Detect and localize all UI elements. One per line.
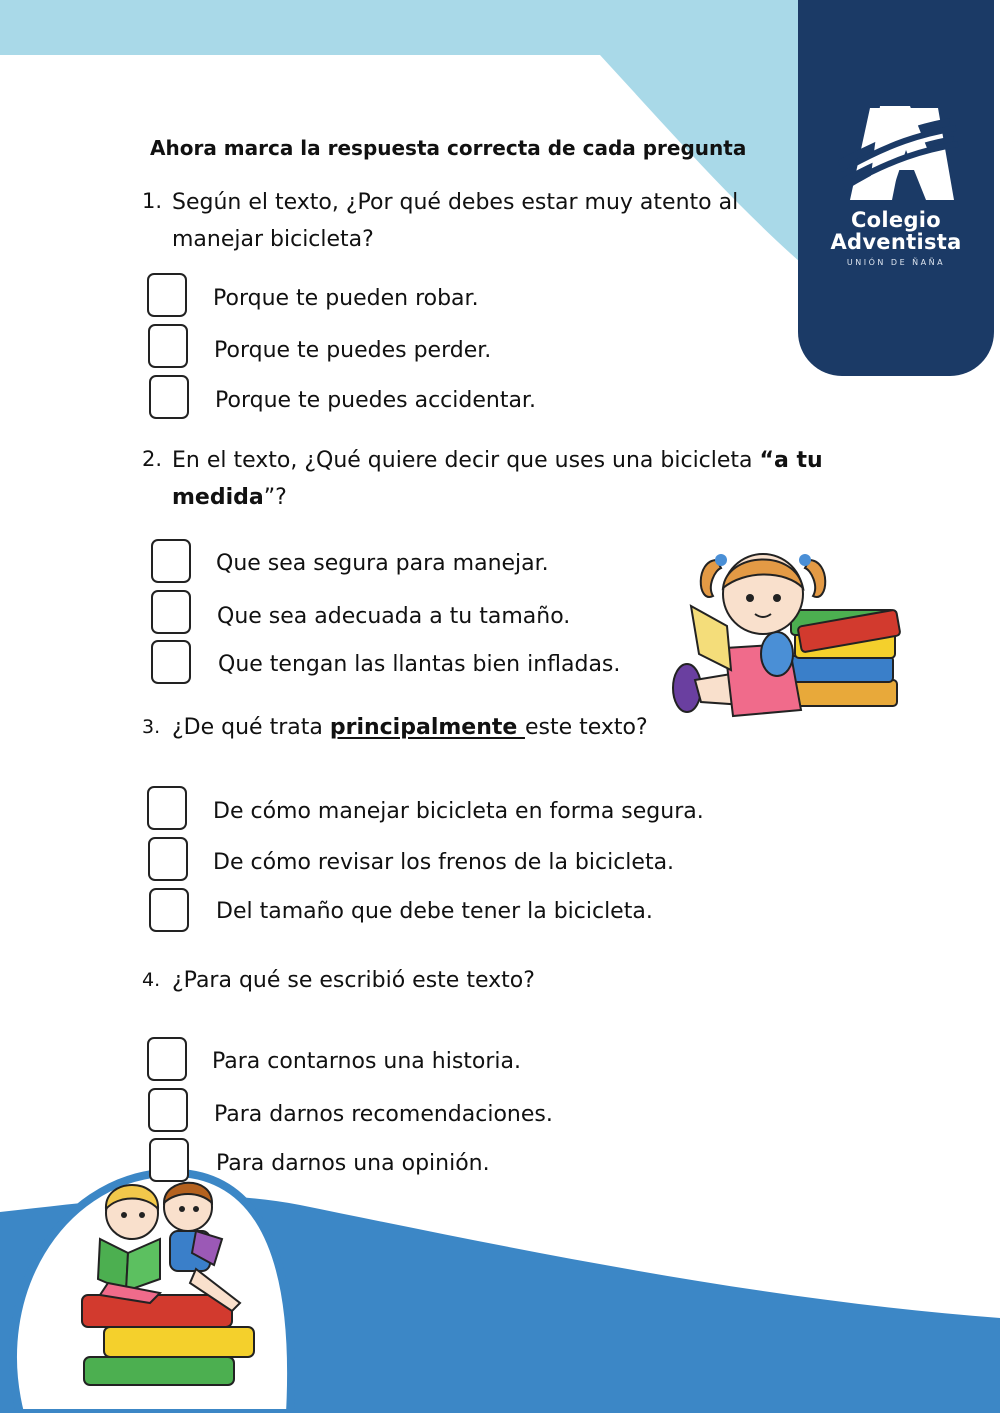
question-1-option-1-label: Porque te pueden robar. bbox=[213, 286, 479, 311]
question-2-bold-2: medida bbox=[172, 485, 264, 510]
logo-line-2: Adventista bbox=[830, 230, 962, 254]
question-1-option-3-checkbox[interactable] bbox=[149, 375, 189, 419]
question-1-line-1: Según el texto, ¿Por qué debes estar muy atento al bbox=[172, 190, 739, 215]
question-3-option-2-label: De cómo revisar los frenos de la bicicleta. bbox=[213, 850, 675, 875]
question-1-option-2-checkbox[interactable] bbox=[148, 324, 188, 368]
question-4-option-2-checkbox[interactable] bbox=[148, 1088, 188, 1132]
question-4-text: ¿Para qué se escribió este texto? bbox=[172, 968, 535, 993]
question-1-option-2-label: Porque te puedes perder. bbox=[214, 338, 492, 363]
question-2-option-2-label: Que sea adecuada a tu tamaño. bbox=[217, 604, 571, 629]
question-4-number: 4. bbox=[142, 969, 161, 991]
question-3-option-2-checkbox[interactable] bbox=[148, 837, 188, 881]
question-4-option-1-checkbox[interactable] bbox=[147, 1037, 187, 1081]
question-2-text bbox=[172, 442, 823, 516]
question-1-option-3-label: Porque te puedes accidentar. bbox=[215, 388, 536, 413]
logo-line-3: UNIÓN DE ÑAÑA bbox=[846, 258, 946, 267]
question-1-option-1-checkbox[interactable] bbox=[147, 273, 187, 317]
question-3-option-3-checkbox[interactable] bbox=[149, 888, 189, 932]
question-2-option-3-label: Que tengan las llantas bien infladas. bbox=[218, 652, 621, 677]
question-2-number: 2. bbox=[142, 447, 163, 471]
question-3-pre: ¿De qué trata bbox=[172, 715, 330, 740]
question-4-option-2-label: Para darnos recomendaciones. bbox=[214, 1102, 553, 1127]
question-3-text bbox=[172, 709, 648, 746]
school-logo-panel bbox=[798, 0, 994, 376]
question-2-bold-1: “a tu bbox=[759, 448, 823, 473]
question-2-option-1-label: Que sea segura para manejar. bbox=[216, 551, 549, 576]
question-2-option-3-checkbox[interactable] bbox=[151, 640, 191, 684]
question-4-option-1-label: Para contarnos una historia. bbox=[212, 1049, 521, 1074]
school-a-logo-icon bbox=[798, 0, 994, 210]
question-1-text bbox=[172, 184, 738, 258]
question-2-option-1-checkbox[interactable] bbox=[151, 539, 191, 583]
question-2-tail: ”? bbox=[263, 485, 287, 510]
kids-reading-books-illustration bbox=[0, 1143, 320, 1413]
question-3-number: 3. bbox=[142, 716, 161, 738]
question-3-underlined: principalmente bbox=[329, 715, 525, 740]
question-3-option-1-label: De cómo manejar bicicleta en forma segura. bbox=[213, 799, 704, 824]
question-1-number: 1. bbox=[142, 189, 163, 213]
question-3-post: este texto? bbox=[524, 715, 648, 740]
girl-reading-books-illustration bbox=[655, 530, 905, 730]
question-2-option-2-checkbox[interactable] bbox=[151, 590, 191, 634]
question-3-option-1-checkbox[interactable] bbox=[147, 786, 187, 830]
page-title: Ahora marca la respuesta correcta de cada pregunta bbox=[150, 136, 747, 160]
question-2-line-1: En el texto, ¿Qué quiere decir que uses una bicicleta bbox=[172, 448, 760, 473]
question-4-option-3-label: Para darnos una opinión. bbox=[216, 1151, 490, 1176]
question-3-option-3-label: Del tamaño que debe tener la bicicleta. bbox=[216, 899, 653, 924]
question-1-line-2: manejar bicicleta? bbox=[172, 227, 374, 252]
logo-line-1: Colegio bbox=[850, 208, 942, 232]
question-4-option-3-checkbox[interactable] bbox=[149, 1138, 189, 1182]
